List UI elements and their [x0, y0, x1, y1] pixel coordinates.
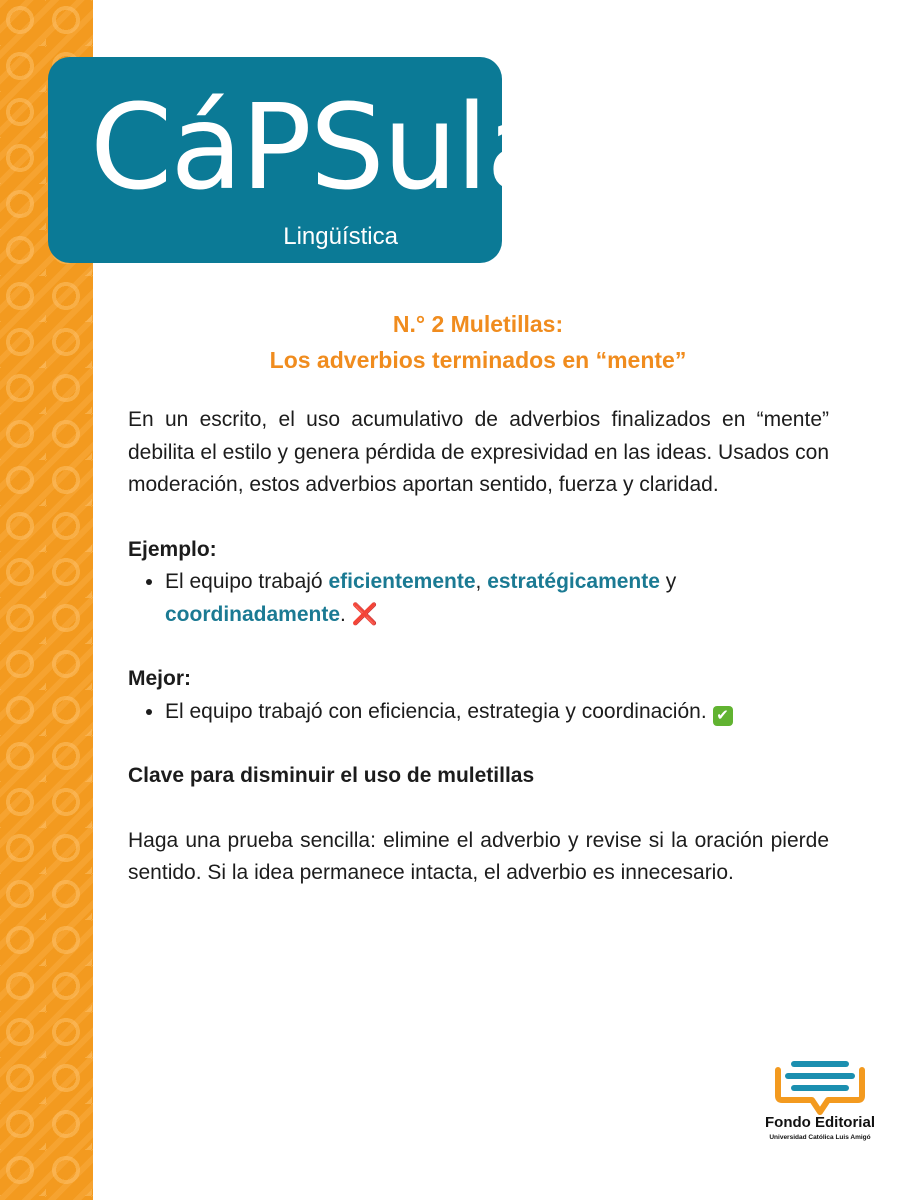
example-heading: Ejemplo: — [128, 537, 217, 561]
example-item — [165, 566, 829, 631]
intro-paragraph: En un escrito, el uso acumulativo de adverbios finalizados en “mente” debilita el estilo y genera pérdida de expresividad en las ideas. Usados con moderación, estos adverbios aportan sentido, fuerza y claridad. — [128, 408, 829, 496]
publisher-logo-icon — [768, 1056, 872, 1116]
check-mark-icon: ✔ — [713, 706, 733, 726]
example-separator-1: , — [475, 570, 488, 593]
cross-mark-icon: ❌ — [351, 602, 378, 626]
publisher-logo — [756, 1056, 884, 1146]
main-content — [128, 404, 829, 890]
adverb-highlight-2: estratégicamente — [487, 570, 660, 593]
better-item — [165, 696, 829, 729]
example-prefix: El equipo trabajó — [165, 570, 329, 593]
publisher-name: Fondo Editorial — [765, 1114, 875, 1131]
key-heading: Clave para disminuir el uso de muletillas — [128, 764, 535, 787]
capsula-logo — [48, 57, 557, 263]
key-paragraph: Haga una prueba sencilla: elimine el adverbio y revise si la oración pierde sentido. Si la idea permanece intacta, el adverbio es innecesario. — [128, 828, 829, 884]
better-sentence: El equipo trabajó con eficiencia, estrategia y coordinación. — [165, 699, 713, 723]
adverb-highlight-1: eficientemente — [328, 570, 476, 593]
page-title — [128, 306, 828, 378]
better-heading: Mejor: — [128, 667, 191, 690]
adverb-highlight-3: coordinadamente — [165, 602, 341, 626]
example-end: . — [340, 602, 352, 626]
example-list — [128, 566, 829, 631]
logo-subtitle: Lingüística — [283, 223, 398, 250]
example-separator-2: y — [659, 570, 677, 593]
better-list — [128, 696, 829, 729]
logo-text: CáPSula — [90, 78, 557, 216]
title-line-1: N.° 2 Muletillas: — [392, 311, 564, 337]
title-line-2: Los adverbios terminados en “mente” — [269, 347, 687, 373]
publisher-subtitle: Universidad Católica Luis Amigó — [769, 1134, 871, 1141]
